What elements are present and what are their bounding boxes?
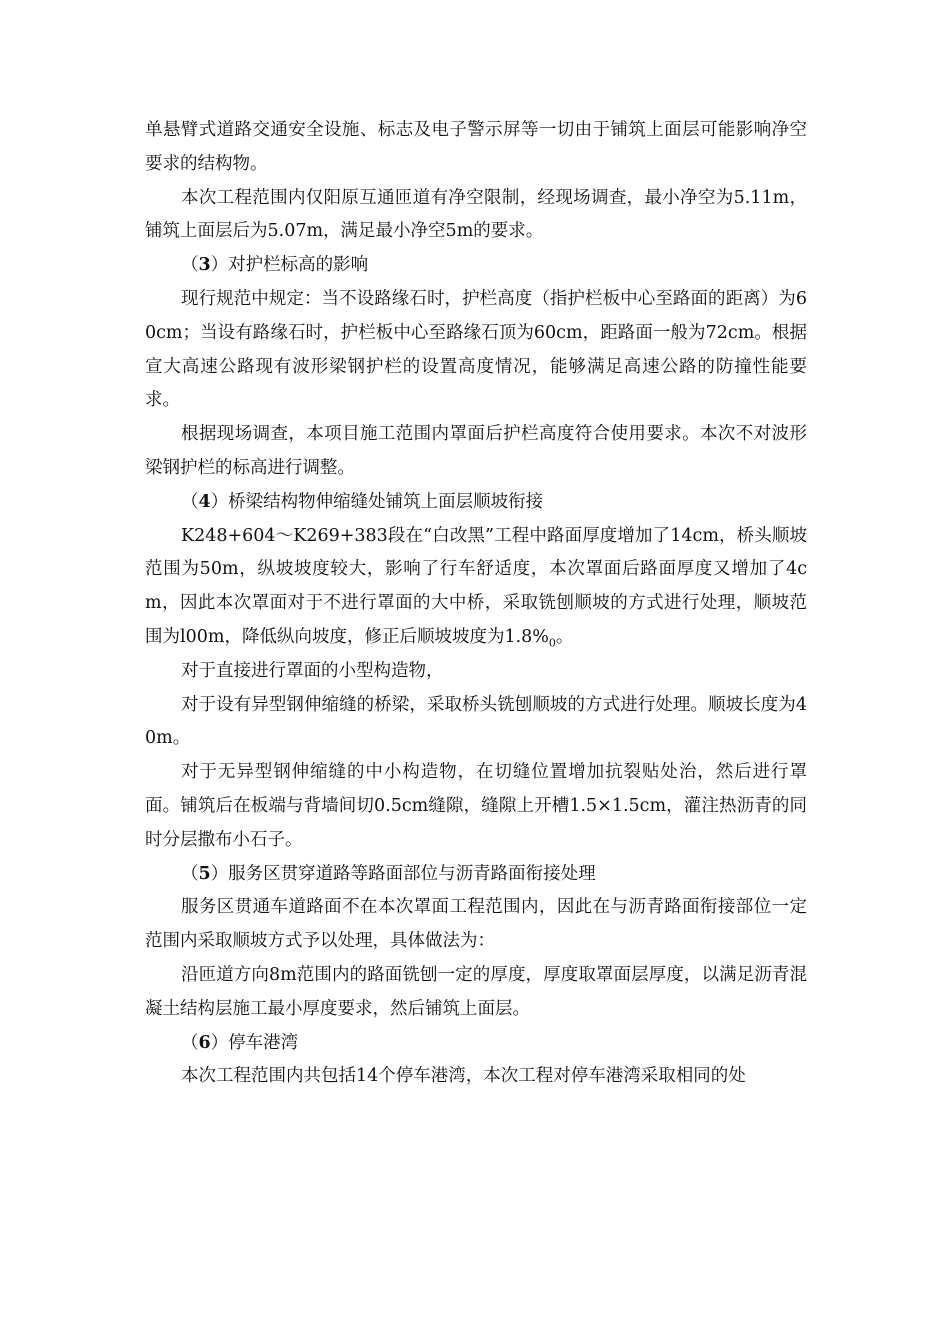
heading-number: 4	[198, 491, 211, 512]
paragraph-bridge-slope-text: K248+604～K269+383段在“白改黑”工程中路面厚度增加了14cm，桥头顺坡范围为50m，纵坡坡度较大，影响了行车舒适度，本次罩面后路面厚度又增加了4cm，因此本次罩面对于不进行罩面的大中桥，采取铣刨顺坡的方式进行处理，顺坡范围为l00m，降低纵向坡度，修正后顺坡坡度为1.8%	[145, 525, 807, 647]
heading-open-paren: （	[181, 255, 199, 276]
paragraph-service-area-lane: 服务区贯通车道路面不在本次罩面工程范围内，因此在与沥青路面衔接部位一定范围内采取顺坡方式予以处理，具体做法为：	[145, 897, 807, 952]
heading-open-paren: （	[181, 863, 199, 884]
paragraph-parking-bay-count: 本次工程范围内共包括14个停车港湾，本次工程对停车港湾采取相同的处	[181, 1066, 746, 1087]
heading-text: ）桥梁结构物伸缩缝处铺筑上面层顺坡衔接	[210, 491, 544, 512]
heading-text: ）停车港湾	[210, 1032, 299, 1053]
heading-parking-bay	[145, 1027, 807, 1061]
paragraph-guardrail-spec: 现行规范中规定：当不设路缘石时，护栏高度（指护栏板中心至路面的距离）为60cm；当设有路缘石时，护栏板中心至路缘石顶为60cm，距路面一般为72cm。根据宣大高速公路现有波形梁钢护栏的设置高度情况，能够满足高速公路的防撞性能要求。	[145, 288, 807, 411]
document-body	[145, 114, 807, 1094]
heading-bridge-joint	[145, 486, 807, 520]
heading-guardrail-elevation	[145, 249, 807, 283]
paragraph-end-mark: 。	[555, 626, 574, 647]
paragraph-clearance-survey: 本次工程范围内仅阳原互通匝道有净空限制，经现场调查，最小净空为5.11m，铺筑上面层后为5.07m，满足最小净空5m的要求。	[145, 187, 807, 242]
heading-text: ）服务区贯穿道路等路面部位与沥青路面衔接处理	[210, 863, 596, 884]
heading-number: 6	[198, 1032, 211, 1053]
heading-number: 5	[198, 863, 211, 884]
paragraph-guardrail-survey: 根据现场调查，本项目施工范围内罩面后护栏高度符合使用要求。本次不对波形梁钢护栏的标高进行调整。	[145, 424, 807, 478]
paragraph-ramp-milling: 沿匝道方向8m范围内的路面铣刨一定的厚度，厚度取罩面层厚度，以满足沥青混凝土结构层施工最小厚度要求，然后铺筑上面层。	[145, 964, 807, 1019]
paragraph-clearance-structures: 单悬臂式道路交通安全设施、标志及电子警示屏等一切由于铺筑上面层可能影响净空要求的结构物。	[145, 120, 807, 174]
heading-text: ）对护栏标高的影响	[210, 255, 369, 276]
subscript-zero: 0	[548, 636, 556, 650]
paragraph-small-structures: 对于直接进行罩面的小型构造物，	[181, 660, 444, 681]
paragraph-no-special-joint: 对于无异型钢伸缩缝的中小构造物，在切缝位置增加抗裂贴处治，然后进行罩面。铺筑后在板端与背墙间切0.5cm缝隙，缝隙上开槽1.5×1.5cm，灌注热沥青的同时分层撒布小石子。	[145, 762, 807, 850]
heading-open-paren: （	[181, 491, 199, 512]
heading-open-paren: （	[181, 1032, 199, 1053]
heading-number: 3	[198, 255, 211, 276]
paragraph-bridge-slope	[145, 520, 807, 655]
paragraph-special-joint: 对于设有异型钢伸缩缝的桥梁，采取桥头铣刨顺坡的方式进行处理。顺坡长度为40m。	[145, 694, 807, 749]
heading-service-area	[145, 858, 807, 892]
